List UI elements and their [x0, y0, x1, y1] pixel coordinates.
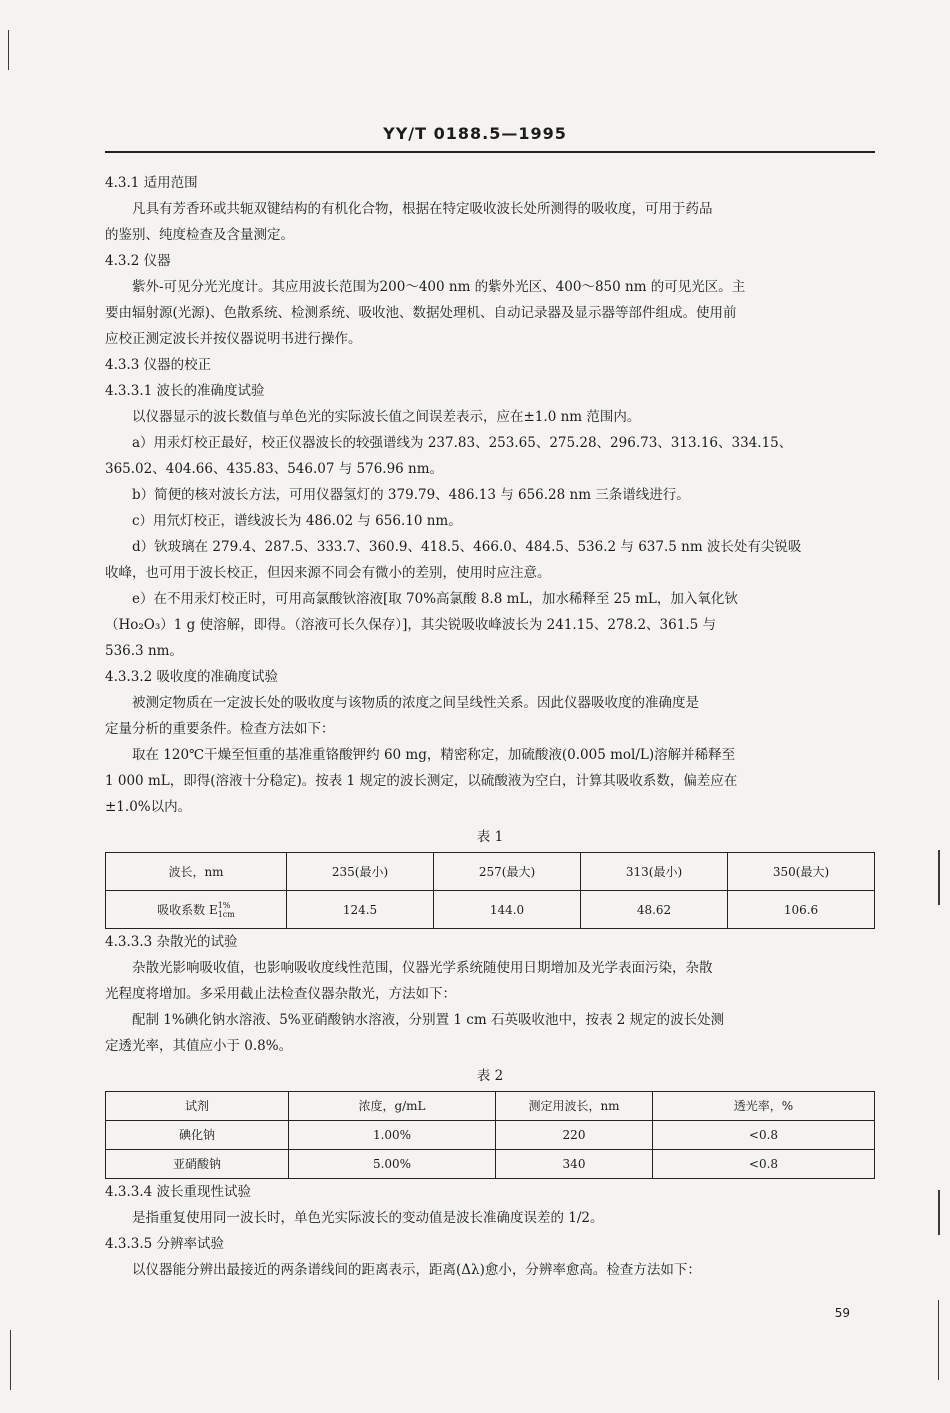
table-cell: 124.5: [287, 891, 434, 929]
table-cell: 313(最小): [581, 853, 728, 891]
scan-edge-right-1: [938, 850, 940, 905]
heading-4-3-3-3: 4.3.3.3 杂散光的试验: [105, 934, 238, 950]
text-line: 536.3 nm。: [105, 643, 183, 659]
document-header: YY/T 0188.5—1995: [383, 124, 567, 143]
table-cell: 257(最大): [434, 853, 581, 891]
table-cell: 106.6: [728, 891, 875, 929]
text-line: （Ho₂O₃）1 g 使溶解，即得。（溶液可长久保存）]，其尖锐吸收峰波长为 241.15、278.2、361.5 与: [105, 617, 716, 633]
paragraph-item-c: c）用氘灯校正，谱线波长为 486.02 与 656.10 nm。: [132, 513, 462, 529]
table-cell: 测定用波长，nm: [496, 1092, 653, 1121]
text-line: 365.02、404.66、435.83、546.07 与 576.96 nm。: [105, 461, 444, 477]
paragraph-absorbance-method: [105, 742, 875, 820]
table-cell: <0.8: [653, 1150, 875, 1179]
table-cell: 235(最小): [287, 853, 434, 891]
heading-4-3-3-1: 4.3.3.1 波长的准确度试验: [105, 383, 265, 399]
text-line: 取在 120℃干燥至恒重的基准重铬酸钾约 60 mg，精密称定，加硫酸液(0.005 mol/L)溶解并稀释至: [132, 747, 736, 763]
table-2-caption: 表 2: [476, 1068, 504, 1084]
scan-edge-right-3: [938, 1300, 939, 1380]
scan-edge-left-top: [8, 30, 9, 70]
text-line: 定透光率，其值应小于 0.8%。: [105, 1038, 293, 1054]
text-line: 杂散光影响吸收值，也影响吸收度线性范围，仪器光学系统随使用日期增加及光学表面污染，杂散: [132, 960, 713, 976]
paragraph-item-b: b）简便的核对波长方法，可用仪器氢灯的 379.79、486.13 与 656.28 nm 三条谱线进行。: [132, 487, 690, 503]
text-line: d）钬玻璃在 279.4、287.5、333.7、360.9、418.5、466.0、484.5、536.2 与 637.5 nm 波长处有尖锐吸: [132, 539, 802, 555]
scan-edge-left-bottom: [10, 1330, 11, 1390]
text-line: e）在不用汞灯校正时，可用高氯酸钬溶液[取 70%高氯酸 8.8 mL，加水稀释至 25 mL，加入氧化钬: [132, 591, 738, 607]
table-cell: 透光率，%: [653, 1092, 875, 1121]
paragraph-item-d: [105, 534, 875, 586]
heading-4-3-3: 4.3.3 仪器的校正: [105, 357, 212, 373]
heading-4-3-3-5: 4.3.3.5 分辨率试验: [105, 1236, 225, 1252]
heading-4-3-3-4: 4.3.3.4 波长重现性试验: [105, 1184, 252, 1200]
table-cell: 浓度，g/mL: [289, 1092, 496, 1121]
text-line: a）用汞灯校正最好，校正仪器波长的较强谱线为 237.83、253.65、275.28、296.73、313.16、334.15、: [132, 435, 793, 451]
paragraph-item-e: [105, 586, 875, 664]
table-row: [106, 1121, 875, 1150]
paragraph-reproducibility: 是指重复使用同一波长时，单色光实际波长的变动值是波长准确度误差的 1/2。: [132, 1210, 604, 1226]
paragraph-resolution: 以仪器能分辨出最接近的两条谱线间的距离表示，距离(Δλ)愈小，分辨率愈高。检查方法如下：: [132, 1262, 701, 1278]
table-1-caption: 表 1: [476, 829, 504, 845]
text-line: 被测定物质在一定波长处的吸收度与该物质的浓度之间呈线性关系。因此仪器吸收度的准确度是: [132, 695, 699, 711]
table-1: [105, 852, 875, 929]
text-line: 定量分析的重要条件。检查方法如下：: [105, 721, 335, 737]
scan-edge-right-2: [938, 1190, 940, 1235]
table-cell: 波长，nm: [106, 853, 287, 891]
heading-4-3-3-2: 4.3.3.2 吸收度的准确度试验: [105, 669, 279, 685]
paragraph-stray-light-intro: [105, 955, 875, 1007]
text-line: 紫外-可见分光光度计。其应用波长范围为200～400 nm 的紫外光区、400～850 nm 的可见光区。主: [132, 279, 746, 295]
table-cell: 吸收系数 E 1% 1cm: [106, 891, 287, 929]
table-cell: 碘化钠: [106, 1121, 289, 1150]
table-row: [106, 891, 875, 929]
text-line: 光程度将增加。多采用截止法检查仪器杂散光，方法如下：: [105, 986, 456, 1002]
page-number: 59: [834, 1306, 850, 1320]
text-line: 收峰，也可用于波长校正，但因来源不同会有微小的差别，使用时应注意。: [105, 565, 551, 581]
table-cell: 5.00%: [289, 1150, 496, 1179]
table-cell: 亚硝酸钠: [106, 1150, 289, 1179]
text-line: ±1.0%以内。: [105, 799, 192, 815]
paragraph-stray-light-method: [105, 1007, 875, 1059]
text-line: 要由辐射源(光源)、色散系统、检测系统、吸收池、数据处理机、自动记录器及显示器等部件组成。使用前: [105, 305, 737, 321]
paragraph-absorbance-intro: [105, 690, 875, 742]
table-cell: 144.0: [434, 891, 581, 929]
heading-4-3-2: 4.3.2 仪器: [105, 253, 171, 269]
text-line: 应校正测定波长并按仪器说明书进行操作。: [105, 331, 362, 347]
table-cell: 试剂: [106, 1092, 289, 1121]
heading-4-3-1: 4.3.1 适用范围: [105, 175, 198, 191]
table-row: [106, 1150, 875, 1179]
document-body: [105, 170, 875, 1283]
table-cell: 350(最大): [728, 853, 875, 891]
paragraph-item-a: [105, 430, 875, 482]
text-line: 配制 1%碘化钠水溶液、5%亚硝酸钠水溶液，分别置 1 cm 石英吸收池中，按表 2 规定的波长处测: [132, 1012, 725, 1028]
table-2: [105, 1091, 875, 1179]
table-cell: 48.62: [581, 891, 728, 929]
header-rule: [105, 151, 875, 153]
table-row: [106, 853, 875, 891]
text-line: 凡具有芳香环或共轭双键结构的有机化合物，根据在特定吸收波长处所测得的吸收度，可用于药品: [132, 201, 713, 217]
text-line: 的鉴别、纯度检查及含量测定。: [105, 227, 294, 243]
paragraph-scope: [105, 196, 875, 248]
table-cell: 340: [496, 1150, 653, 1179]
paragraph-wavelength-accuracy: 以仪器显示的波长数值与单色光的实际波长值之间误差表示，应在±1.0 nm 范围内。: [132, 409, 641, 425]
table-cell: 1.00%: [289, 1121, 496, 1150]
paragraph-instrument: [105, 274, 875, 352]
table-cell: <0.8: [653, 1121, 875, 1150]
table-row: [106, 1092, 875, 1121]
table-cell: 220: [496, 1121, 653, 1150]
text-line: 1 000 mL，即得(溶液十分稳定)。按表 1 规定的波长测定，以硫酸液为空白，计算其吸收系数，偏差应在: [105, 773, 738, 789]
